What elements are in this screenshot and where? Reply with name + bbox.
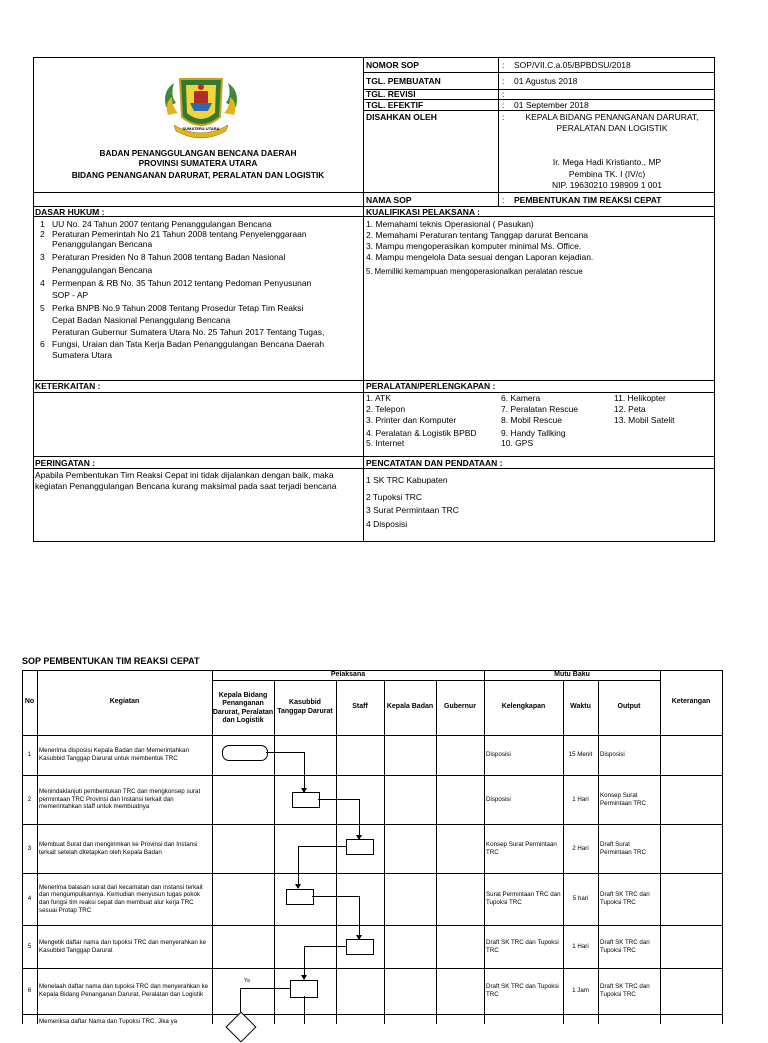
dasar-hukum-no: 3 [40, 252, 45, 262]
pencatatan-item: 2 Tupoksi TRC [366, 492, 423, 502]
field-value-tgl-efektif: 01 September 2018 [514, 100, 589, 110]
kualifikasi-item: 3. Mampu mengoperasikan komputer minimal Ms. Office. [366, 241, 582, 251]
kualifikasi-item: 2. Memahami Peraturan tentang Tanggap darurat Bencana [366, 230, 588, 240]
flow-process-box [286, 889, 314, 905]
keterkaitan-title: KETERKAITAN : [35, 381, 101, 391]
dasar-hukum-item: SOP - AP [52, 290, 89, 300]
dasar-hukum-item: Penanggulangan Bencana [52, 239, 153, 249]
col-header-no-text: No [24, 698, 35, 706]
flow-process-box [292, 792, 320, 808]
peralatan-item: 5. Internet [366, 438, 405, 448]
row-output [600, 735, 660, 775]
peringatan-line2: kegiatan Penanggulangan Bencana kurang maksimal pada saat terjadi bencana [35, 481, 337, 491]
dasar-hukum-item: Peraturan Gubernur Sumatera Utara No. 25 Tahun 2017 Tentang Tugas, [52, 327, 325, 337]
row-waktu-text: 1 Hari [572, 795, 589, 803]
provincial-emblem-icon [160, 73, 242, 143]
row-kegiatan [39, 925, 210, 968]
flow-connector [266, 752, 304, 753]
row-waktu-text: 1 Hari [572, 942, 589, 950]
nama-sop-label: NAMA SOP [366, 195, 412, 205]
row-waktu-text: 15 Menit [568, 751, 593, 759]
row-kelengkapan-text: Draft SK TRC dan Tupoksi TRC [486, 983, 559, 998]
dasar-hukum-no: 2 [40, 229, 45, 239]
col-header-kelengkapan-text: Kelengkapan [501, 703, 546, 711]
flow-process-box [346, 839, 374, 855]
disahkan-line2: PERALATAN DAN LOGISTIK [556, 123, 668, 133]
row-waktu [563, 775, 598, 824]
emblem-ribbon-text: SUMATERA UTARA [182, 126, 220, 131]
peringatan-title: PERINGATAN : [35, 458, 96, 468]
row-waktu [563, 873, 598, 925]
signer-name: Ir. Mega Hadi Kristianto., MP [552, 157, 662, 167]
peralatan-item: 4. Peralatan & Logistik BPBD [366, 428, 477, 438]
field-colon: : [502, 100, 505, 110]
dasar-hukum-item: Peraturan Presiden No 8 Tahun 2008 tentang Badan Nasional [52, 252, 286, 262]
row-waktu [563, 735, 598, 775]
col-header-gubernur-text: Gubernur [444, 703, 476, 711]
field-value-nomor-sop: SOP/VII.C.a.05/BPBDSU/2018 [514, 60, 631, 70]
org-name-line3: BIDANG PENANGANAN DARURAT, PERALATAN DAN LOGISTIK [71, 170, 325, 180]
row-waktu-text: 5 hari [572, 895, 589, 903]
field-colon: : [502, 195, 505, 205]
row-no [22, 824, 37, 873]
signer-rank: Pembina TK. I (IV/c) [568, 169, 646, 179]
peralatan-item: 3. Printer dan Komputer [366, 415, 457, 425]
flow-connector [304, 752, 305, 792]
row-kelengkapan-text: Disposisi [486, 795, 511, 803]
row-output [600, 824, 660, 873]
row-kegiatan-text: Menelaah daftar nama dan tupoksi TRC dan menyerahkan ke Kepala Bidang Penanganan Darurat, Peralatan dan Logistik [39, 983, 209, 998]
peralatan-item: 7. Peralatan Rescue [501, 404, 579, 414]
peralatan-item: 8. Mobil Rescue [501, 415, 562, 425]
kualifikasi-item: 1. Memahami teknis Operasional ( Pasukan) [366, 219, 534, 229]
peralatan-item: 10. GPS [501, 438, 534, 448]
flow-connector [318, 799, 360, 800]
field-colon: : [502, 89, 505, 99]
dasar-hukum-item: UU No. 24 Tahun 2007 tentang Penanggulangan Bencana [52, 219, 272, 229]
row-kelengkapan [486, 925, 563, 968]
col-header-waktu [563, 680, 598, 735]
flow-process-box [346, 939, 374, 955]
peralatan-title: PERALATAN/PERLENGKAPAN : [366, 381, 496, 391]
org-name-line1: BADAN PENANGGULANGAN BENCANA DAERAH [99, 148, 297, 158]
row-kegiatan-text: Menerima disposisi Kepala Badan dan Memerintahkan Kasubbid Tanggap Darurat untuk membentuk TRC [39, 747, 189, 762]
org-name-line2: PROVINSI SUMATERA UTARA [138, 158, 258, 168]
row-waktu [563, 925, 598, 968]
signer-nip: NIP. 19630210 198909 1 001 [552, 180, 662, 190]
row-kelengkapan-text: Surat Permintaan TRC dan Tupoksi TRC [486, 891, 561, 906]
col-header-mutu-baku [484, 670, 660, 680]
dasar-hukum-no: 5 [40, 303, 45, 313]
dasar-hukum-item: Fungsi, Uraian dan Tata Kerja Badan Penanggulangan Bencana Daerah [52, 339, 325, 349]
field-label-nomor-sop: NOMOR SOP [366, 60, 419, 70]
row-output [600, 775, 660, 824]
col-header-kabid-text: Kepala Bidang Penanganan Darurat, Peralatan dan Logistik [212, 691, 274, 724]
flow-title: SOP PEMBENTUKAN TIM REAKSI CEPAT [22, 656, 200, 666]
row-kelengkapan-text: Disposisi [486, 751, 511, 759]
row-no [22, 925, 37, 968]
field-colon: : [502, 76, 505, 86]
row-kelengkapan [486, 775, 563, 824]
dasar-hukum-no: 4 [40, 278, 45, 288]
col-header-kelengkapan [484, 680, 563, 735]
flow-connector [359, 896, 360, 939]
col-header-no [22, 670, 37, 735]
col-header-kegiatan [37, 670, 212, 735]
row-kegiatan [39, 968, 210, 1014]
col-header-gubernur [436, 680, 484, 735]
peralatan-item: 13. Mobil Satelit [614, 415, 675, 425]
row-kelengkapan [486, 873, 563, 925]
field-value-tgl-pembuatan: 01 Agustus 2018 [514, 76, 578, 86]
col-header-waktu-text: Waktu [570, 703, 591, 711]
peralatan-item: 9. Handy Tallking [501, 428, 566, 438]
dasar-hukum-no: 1 [40, 219, 45, 229]
row-output-text: Draft Surat Permintaan TRC [600, 840, 646, 856]
col-header-staff [336, 680, 384, 735]
col-header-output [598, 680, 660, 735]
col-header-kasubbid [274, 680, 336, 735]
row-no-text: 6 [27, 987, 32, 995]
flow-connector [304, 996, 305, 1024]
row-output [600, 873, 660, 925]
peralatan-item: 1. ATK [366, 393, 391, 403]
col-header-keterangan [660, 670, 722, 735]
field-colon: : [502, 60, 505, 70]
dasar-hukum-item: Sumatera Utara [52, 350, 112, 360]
row-no-text: 3 [27, 844, 32, 852]
peralatan-item: 11. Helikopter [614, 393, 666, 403]
row-kegiatan [39, 735, 210, 775]
row-waktu-text: 1 Jam [572, 987, 589, 995]
col-header-pelaksana-text: Pelaksana [330, 670, 366, 678]
row-no [22, 775, 37, 824]
col-header-kabid [212, 682, 274, 735]
kualifikasi-item: 4. Mampu mengelola Data sesuai dengan Laporan kejadian. [366, 252, 594, 262]
row-output-text: Draft SK TRC dan Tupoksi TRC [600, 891, 650, 906]
row-waktu [563, 968, 598, 1014]
row-no-text: 1 [27, 751, 32, 759]
row-kegiatan [39, 775, 210, 824]
flow-connector [298, 846, 299, 888]
pencatatan-item: 4 Disposisi [366, 519, 408, 529]
row-kegiatan-text: Menerima balasan surat dari kecamatan dan instansi terkait dan mengumpulkannya. Kemudian menyusun tugas pokok dan fungsi tim reaksi cepat dan membuat alur kerja TRC sesuai Protap TRC [39, 883, 203, 914]
col-header-kepala-badan [384, 680, 436, 735]
row-kegiatan-text: Membuat Surat dan mengirimkan ke Provinsi dan Instansi terkait setelah ditetapkan oleh Kepala Badan [39, 840, 198, 856]
col-header-mutu-baku-text: Mutu Baku [554, 670, 590, 678]
col-header-kegiatan-text: Kegiatan [109, 698, 140, 706]
dasar-hukum-item: Permenpan & RB No. 35 Tahun 2012 tentang Pedoman Penyusunan [52, 278, 312, 288]
row-output-text: Konsep Surat Permintaan TRC [600, 791, 646, 807]
row-kelengkapan-text: Konsep Surat Permintaan TRC [486, 840, 557, 856]
col-header-output-text: Output [617, 703, 641, 711]
peringatan-line1: Apabila Pembentukan Tim Reaksi Cepat ini tidak dijalankan dengan baik, maka [35, 470, 334, 480]
dasar-hukum-item: Cepat Badan Nasional Penanggulang Bencana [52, 315, 231, 325]
row-waktu [563, 824, 598, 873]
col-header-staff-text: Staff [352, 703, 368, 711]
flow-connector [298, 846, 346, 847]
nama-sop-value: PEMBENTUKAN TIM REAKSI CEPAT [514, 195, 662, 205]
row-output [600, 968, 660, 1014]
pencatatan-item: 1 SK TRC Kabupaten [366, 475, 448, 485]
row-kegiatan [39, 824, 210, 873]
pencatatan-title: PENCATATAN DAN PENDATAAN : [366, 458, 503, 468]
row-kelengkapan [486, 968, 563, 1014]
col-header-kepala-badan-text: Kepala Badan [386, 703, 434, 711]
flow-connector [359, 799, 360, 839]
dasar-hukum-item: Penanggulangan Bencana [52, 265, 153, 275]
kualifikasi-title: KUALIFIKASI PELAKSANA : [366, 207, 480, 217]
row-no [22, 735, 37, 775]
disahkan-line1: KEPALA BIDANG PENANGANAN DARURAT, [525, 112, 699, 122]
row-no-text: 4 [27, 895, 32, 903]
row-no-text: 2 [27, 795, 32, 803]
flow-start-terminator [222, 745, 268, 761]
row-kegiatan-text: Menindaklanjuti pembentukan TRC dan mengkonsep surat permintaan TRC Provinsi dan Instansi terkait dan memerintahkan staff untuk membuatnya [39, 788, 201, 811]
col-header-keterangan-text: Keterangan [671, 698, 711, 706]
kualifikasi-item: 5. Memiliki kemampuan mengoperasionalkan peralatan rescue [366, 267, 583, 276]
field-colon: : [502, 112, 505, 122]
row-kegiatan-text: Mengetik daftar nama dan tupoksi TRC dan menyerahkan ke Kasubbid Tanggap Darurat [39, 938, 207, 954]
col-header-kasubbid-text: Kasubbid Tanggap Darurat [277, 699, 333, 715]
peralatan-item: 2. Telepon [366, 404, 406, 414]
peralatan-item: 12. Peta [614, 404, 646, 414]
field-label-tgl-pembuatan: TGL. PEMBUATAN [366, 76, 441, 86]
row-kegiatan: Memeriksa daftar Nama dan Tupoksi TRC. Jika ya [39, 1018, 178, 1025]
peralatan-item: 6. Kamera [501, 393, 541, 403]
row-kelengkapan [486, 735, 563, 775]
dasar-hukum-item: Peraturan Pemerintah No 21 Tahun 2008 tentang Penyelenggaraan [52, 229, 307, 239]
row-output-text: Disposisi [600, 751, 625, 759]
row-kelengkapan [486, 824, 563, 873]
row-output-text: Draft SK TRC dan Tupoksi TRC [600, 983, 650, 998]
dasar-hukum-title: DASAR HUKUM : [35, 207, 105, 217]
col-header-pelaksana [212, 670, 484, 680]
pencatatan-item: 3 Surat Permintaan TRC [366, 505, 459, 515]
field-label-tgl-revisi: TGL. REVISI [366, 89, 416, 99]
field-label-disahkan-oleh: DISAHKAN OLEH [366, 112, 437, 122]
row-output-text: Draft SK TRC dan Tupoksi TRC [600, 938, 650, 954]
flow-connector [304, 946, 346, 947]
row-no-text: 5 [27, 942, 32, 950]
row-no [22, 873, 37, 925]
row-no [22, 968, 37, 1014]
flow-decision-diamond [225, 1011, 256, 1042]
dasar-hukum-no: 6 [40, 339, 45, 349]
flow-connector [240, 988, 290, 989]
flow-connector [312, 896, 359, 897]
field-label-tgl-efektif: TGL. EFEKTIF [366, 100, 424, 110]
row-waktu-text: 2 Hari [572, 844, 589, 852]
dasar-hukum-item: Perka BNPB No.9 Tahun 2008 Tentang Prosedur Tetap Tim Reaksi [52, 303, 304, 313]
row-output [600, 925, 660, 968]
row-kegiatan [39, 873, 210, 925]
row-kelengkapan-text: Draft SK TRC dan Tupoksi TRC [486, 938, 559, 954]
flow-yes-label: Ya [244, 978, 250, 984]
